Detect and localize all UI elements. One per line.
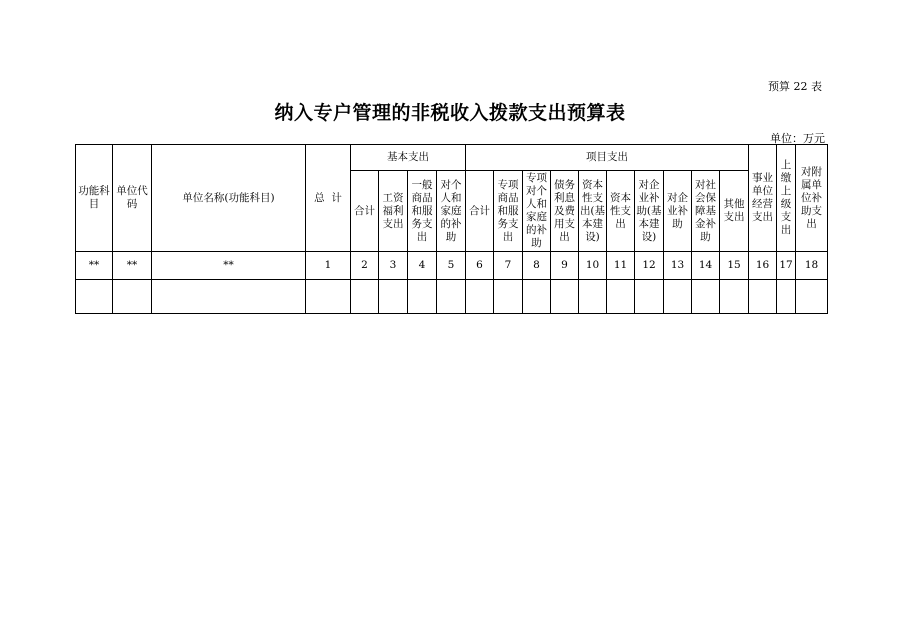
index-cell: 18 — [796, 252, 828, 279]
header-func-subject: 功能科目 — [76, 145, 113, 252]
header-project-debt-interest: 债务利息及费用支出 — [551, 171, 579, 252]
empty-cell — [777, 279, 796, 313]
page-title: 纳入专户管理的非税收入拨款支出预算表 — [274, 102, 626, 124]
form-number: 预算 22 表 — [768, 80, 822, 93]
header-unit-code: 单位代码 — [113, 145, 152, 252]
index-cell: ** — [113, 252, 152, 279]
header-basic-personal-subsidy: 对个人和家庭的补助 — [437, 171, 466, 252]
empty-cell — [551, 279, 579, 313]
index-cell: ** — [76, 252, 113, 279]
index-row — [76, 252, 828, 279]
index-cell: 10 — [579, 252, 607, 279]
empty-cell — [379, 279, 408, 313]
header-project-goods-services: 专项商品和服务支出 — [494, 171, 523, 252]
index-cell: 4 — [408, 252, 437, 279]
index-cell: 13 — [664, 252, 692, 279]
empty-cell — [408, 279, 437, 313]
index-cell: 11 — [607, 252, 635, 279]
header-unit-name: 单位名称(功能科目) — [152, 145, 306, 252]
empty-cell — [306, 279, 351, 313]
empty-cell — [579, 279, 607, 313]
empty-cell — [76, 279, 113, 313]
header-upper-payment: 上缴上级支出 — [777, 145, 796, 252]
header-business-ops: 事业单位经营支出 — [749, 145, 777, 252]
header-total: 总 计 — [306, 145, 351, 252]
index-cell: ** — [152, 252, 306, 279]
index-cell: 16 — [749, 252, 777, 279]
header-project-group: 项目支出 — [466, 145, 749, 171]
index-cell: 1 — [306, 252, 351, 279]
header-project-enterprise: 对企业补助 — [664, 171, 692, 252]
header-basic-group: 基本支出 — [351, 145, 466, 171]
index-cell: 7 — [494, 252, 523, 279]
header-basic-wages: 工资福利支出 — [379, 171, 408, 252]
empty-cell — [692, 279, 720, 313]
index-cell: 12 — [635, 252, 664, 279]
index-cell: 2 — [351, 252, 379, 279]
empty-cell — [664, 279, 692, 313]
header-project-enterprise-construction: 对企业补助(基本建设) — [635, 171, 664, 252]
empty-cell — [437, 279, 466, 313]
empty-cell — [351, 279, 379, 313]
header-project-capital: 资本性支出 — [607, 171, 635, 252]
unit-label: 单位：万元 — [770, 132, 825, 145]
empty-cell — [720, 279, 749, 313]
empty-cell — [607, 279, 635, 313]
index-cell: 3 — [379, 252, 408, 279]
empty-cell — [796, 279, 828, 313]
header-project-capital-construction: 资本性支出(基本建设) — [579, 171, 607, 252]
empty-cell — [152, 279, 306, 313]
header-project-total: 合计 — [466, 171, 494, 252]
header-project-other: 其他支出 — [720, 171, 749, 252]
empty-cell — [466, 279, 494, 313]
budget-table — [75, 144, 828, 314]
index-cell: 6 — [466, 252, 494, 279]
index-cell: 14 — [692, 252, 720, 279]
empty-data-row — [76, 279, 828, 313]
empty-cell — [494, 279, 523, 313]
empty-cell — [523, 279, 551, 313]
index-cell: 15 — [720, 252, 749, 279]
header-basic-total: 合计 — [351, 171, 379, 252]
header-basic-goods-services: 一般商品和服务支出 — [408, 171, 437, 252]
header-subsidiary-subsidy: 对附属单位补助支出 — [796, 145, 828, 252]
index-cell: 9 — [551, 252, 579, 279]
index-cell: 5 — [437, 252, 466, 279]
header-project-personal-subsidy: 专项对个人和家庭的补助 — [523, 171, 551, 252]
header-project-social-security: 对社会保障基金补助 — [692, 171, 720, 252]
index-cell: 8 — [523, 252, 551, 279]
empty-cell — [749, 279, 777, 313]
empty-cell — [635, 279, 664, 313]
index-cell: 17 — [777, 252, 796, 279]
empty-cell — [113, 279, 152, 313]
